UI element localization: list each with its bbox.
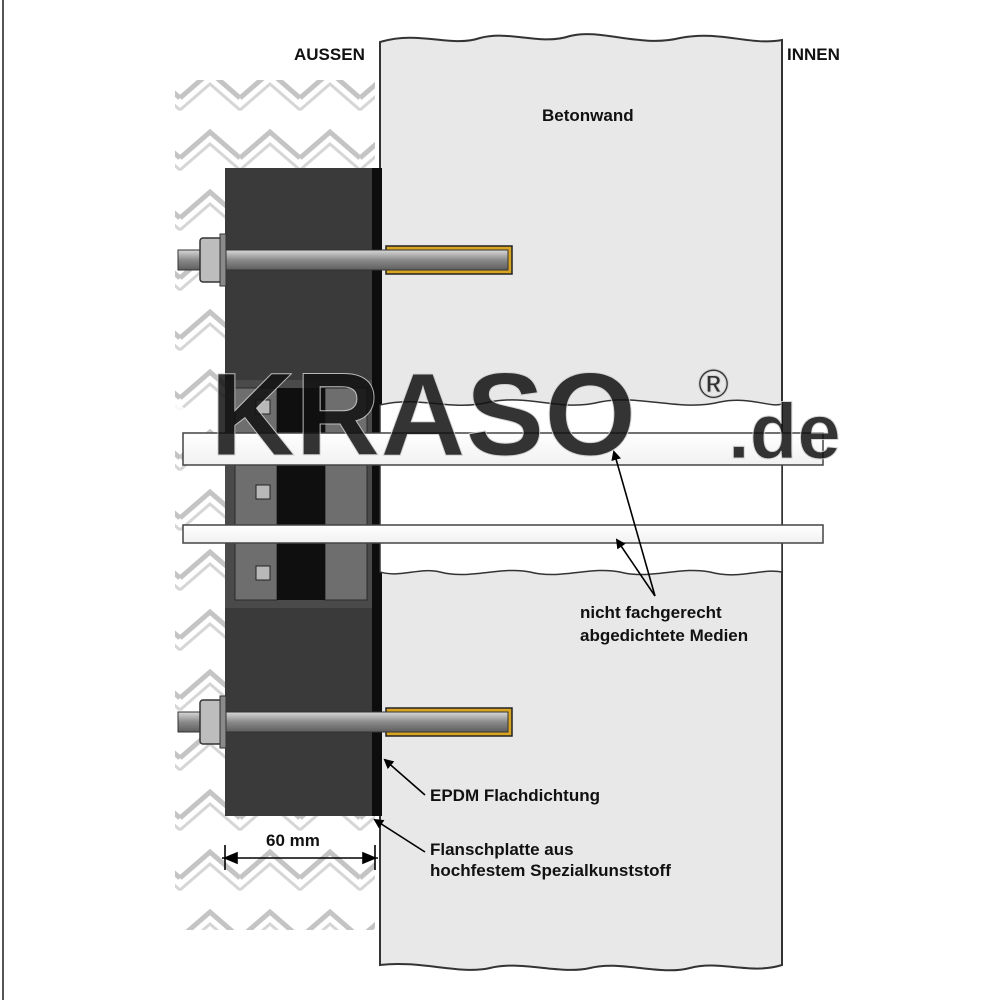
watermark-suffix: .de <box>728 387 841 475</box>
hex-nut <box>200 700 222 744</box>
label-outside: AUSSEN <box>294 45 365 64</box>
media-pipe-lower <box>183 525 823 543</box>
label-media-line2: abgedichtete Medien <box>580 626 749 645</box>
hex-nut <box>200 238 222 282</box>
label-flange-line1: Flanschplatte aus <box>430 840 574 859</box>
label-gasket: EPDM Flachdichtung <box>430 786 600 805</box>
washer <box>220 234 226 286</box>
label-media-line1: nicht fachgerecht <box>580 603 722 622</box>
label-dimension: 60 mm <box>266 831 320 850</box>
watermark-registered: ® <box>698 360 729 407</box>
label-flange-line2: hochfestem Spezialkunststoff <box>430 861 671 880</box>
washer <box>220 696 226 748</box>
label-inside: INNEN <box>787 45 840 64</box>
watermark-text: KRASO <box>210 349 637 481</box>
label-wall: Betonwand <box>542 106 634 125</box>
